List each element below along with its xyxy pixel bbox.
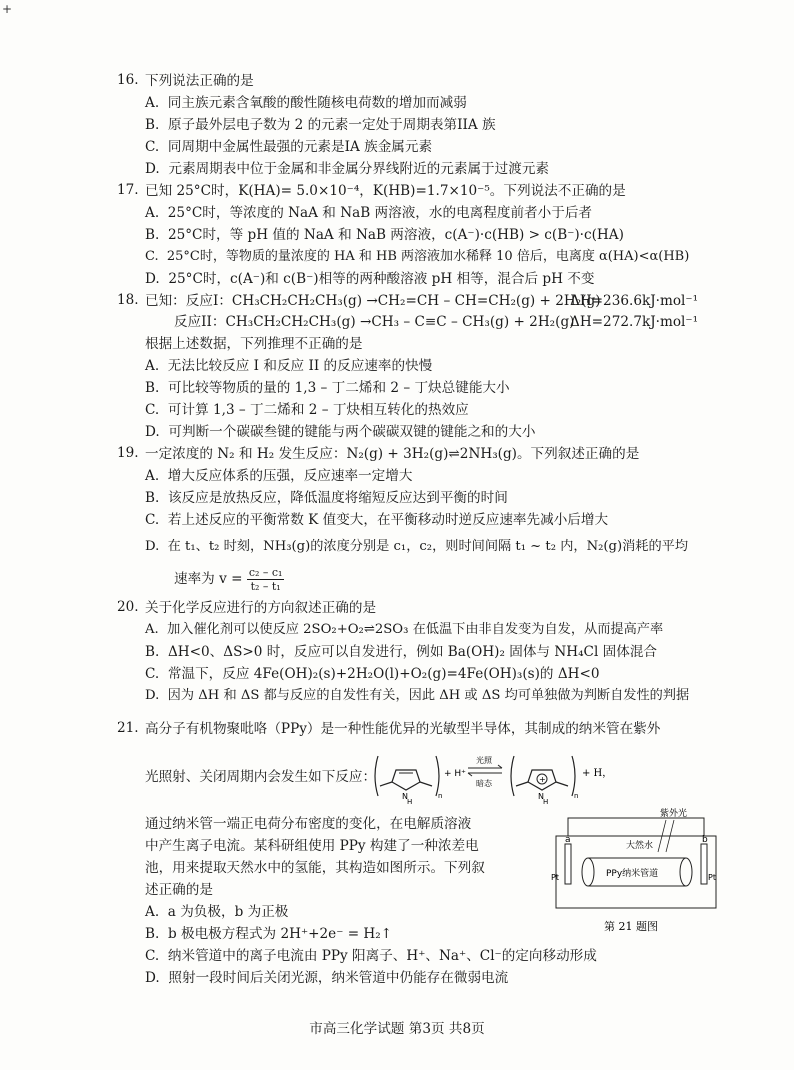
option-b: B. ΔH<0、ΔS>0 时，反应可以自发进行，例如 Ba(OH)₂ 固体与 NH₄Cl 固体混合 bbox=[145, 644, 658, 660]
chain-bond bbox=[380, 782, 392, 786]
question-stem-5: 池，用来提取天然水中的氢能，其构造如图所示。下列叙 bbox=[145, 860, 485, 876]
question-stem: 一定浓度的 N₂ 和 H₂ 发生反应：N₂(g) + 3H₂(g)⇌2NH₃(g)。下列叙述正确的是 bbox=[145, 446, 640, 462]
question-stem: 已知 25°C时，K(HA)= 5.0×10⁻⁴，K(HB)=1.7×10⁻⁵。下列说法不正确的是 bbox=[145, 183, 626, 199]
bracket-right-close bbox=[572, 756, 575, 796]
question-stem-2: 光照射、关闭周期内会发生如下反应： bbox=[145, 769, 377, 785]
bracket-left-close bbox=[436, 756, 439, 796]
reaction-2: 反应II：CH₃CH₂CH₂CH₃(g) →CH₃ – C≡C – CH₃(g) + 2H₂(g) bbox=[174, 314, 575, 330]
option-a: A. 加入催化剂可以使反应 2SO₂+O₂⇌2SO₃ 在低温下由非自发变为自发，从而提高产率 bbox=[145, 622, 664, 637]
dark-label: 暗态 bbox=[476, 779, 492, 788]
option-d: D. 可判断一个碳碳叁键的键能与两个碳碳双键的键能之和的大小 bbox=[145, 424, 536, 440]
fraction-denominator: t₂ – t₁ bbox=[250, 580, 281, 593]
chain-bond bbox=[420, 782, 432, 786]
water-label: 大然水 bbox=[626, 841, 654, 851]
bracket-left-open bbox=[375, 756, 378, 796]
option-b: B. 原子最外层电子数为 2 的元素一定处于周期表第IIA 族 bbox=[145, 117, 496, 133]
option-c: C. 可计算 1,3 – 丁二烯和 2 – 丁炔相互转化的热效应 bbox=[145, 402, 469, 418]
pt-right-label: Pt bbox=[708, 873, 716, 882]
option-b: B. 25°C时，等 pH 值的 NaA 和 NaB 两溶液，c(A⁻)·c(HB) > c(B⁻)·c(HA) bbox=[145, 227, 624, 243]
option-a: A. 无法比较反应 I 和反应 II 的反应速率的快慢 bbox=[145, 358, 433, 374]
question-stem: 关于化学反应进行的方向叙述正确的是 bbox=[145, 600, 377, 616]
option-b: B. 该反应是放热反应，降低温度将缩短反应达到平衡的时间 bbox=[145, 490, 508, 506]
question-number: 16. bbox=[117, 72, 139, 88]
pt-left-label: Pt bbox=[551, 873, 559, 882]
external-wire bbox=[568, 818, 704, 836]
uv-label: 紫外光 bbox=[660, 809, 688, 819]
question-stem-4: 中产生离子电流。某科研组使用 PPy 构建了一种浓差电 bbox=[145, 838, 479, 854]
bracket-right-open bbox=[511, 756, 514, 796]
chain-bond bbox=[556, 782, 568, 786]
option-c: C. 25°C时，等物质的量浓度的 HA 和 HB 两溶液加水稀释 10 倍后，电离度 α(HA)<α(HB) bbox=[145, 249, 690, 264]
option-c: C. 纳米管道中的离子电流由 PPy 阳离子、H⁺、Na⁺、Cl⁻的定向移动形成 bbox=[145, 948, 597, 964]
page-footer: 市高三化学试题 第3页 共8页 bbox=[309, 1021, 485, 1037]
chain-bond bbox=[516, 782, 528, 786]
electrode-a bbox=[565, 844, 571, 884]
option-b: B. 可比较等物质的量的 1,3 – 丁二烯和 2 – 丁炔总键能大小 bbox=[145, 380, 510, 396]
reaction-1: 已知：反应I：CH₃CH₂CH₂CH₃(g) →CH₂=CH – CH=CH₂(g) + 2H₂(g) bbox=[145, 293, 601, 309]
option-b: B. b 极电极方程式为 2H⁺+2e⁻ = H₂↑ bbox=[145, 926, 393, 942]
question-number: 19. bbox=[117, 445, 139, 461]
repeat-n: n bbox=[438, 792, 443, 800]
tube-end-right bbox=[680, 858, 692, 886]
option-c: C. 常温下，反应 4Fe(OH)₂(s)+2H₂O(l)+O₂(g)=4Fe(OH)₃(s)的 ΔH<0 bbox=[145, 666, 600, 682]
option-a: A. 25°C时，等浓度的 NaA 和 NaB 两溶液，水的电离程度前者小于后者 bbox=[145, 205, 593, 221]
enthalpy-1: ΔH=236.6kJ·mol⁻¹ bbox=[570, 293, 699, 309]
figure-caption: 第 21 题图 bbox=[604, 920, 658, 933]
repeat-n: n bbox=[574, 792, 579, 800]
enthalpy-2: ΔH=272.7kJ·mol⁻¹ bbox=[570, 314, 699, 330]
option-d: D. 25°C时，c(A⁻)和 c(B⁻)相等的两种酸溶液 pH 相等，混合后 pH 不变 bbox=[145, 271, 595, 287]
option-a: A. a 为负极，b 为正极 bbox=[145, 904, 289, 920]
option-a: A. 增大反应体系的压强，反应速率一定增大 bbox=[145, 468, 413, 484]
question-number: 20. bbox=[117, 599, 139, 615]
h-atom: H bbox=[543, 798, 549, 804]
rate-label: 速率为 v = bbox=[174, 571, 243, 587]
option-a: A. 同主族元素含氧酸的酸性随核电荷数的增加而减弱 bbox=[145, 95, 467, 111]
option-d: D. 在 t₁、t₂ 时刻，NH₃(g)的浓度分别是 c₁，c₂，则时间间隔 t₁ ~ t₂ 内，N₂(g)消耗的平均 bbox=[145, 539, 689, 554]
charge-plus: + bbox=[539, 775, 546, 784]
tube-label: PPy纳米管道 bbox=[606, 869, 659, 879]
option-c: C. 同周期中金属性最强的元素是IA 族金属元素 bbox=[145, 139, 433, 155]
electrode-b bbox=[701, 844, 707, 884]
h-atom: H bbox=[407, 798, 413, 804]
question-number: 18. bbox=[117, 292, 139, 308]
option-d: D. 因为 ΔH 和 ΔS 都与反应的自发性有关，因此 ΔH 或 ΔS 均可单独做为判断自发性的判据 bbox=[145, 688, 690, 703]
fraction-numerator: c₂ – c₁ bbox=[248, 566, 283, 579]
tube-end-left bbox=[582, 858, 594, 886]
corner-mark: + bbox=[2, 2, 13, 16]
question-number: 21. bbox=[117, 720, 139, 736]
question-stem-3: 通过纳米管一端正电荷分布密度的变化，在电解质溶液 bbox=[145, 816, 472, 832]
light-label: 光照 bbox=[476, 756, 492, 765]
option-d: D. 照射一段时间后关闭光源，纳米管道中仍能存在微弱电流 bbox=[145, 970, 509, 986]
question-stem-6: 述正确的是 bbox=[145, 882, 213, 898]
rate-fraction bbox=[247, 566, 285, 593]
question-stem: 根据上述数据，下列推理不正确的是 bbox=[145, 336, 363, 352]
plus-h: + H⁺ bbox=[444, 769, 466, 779]
question-number: 17. bbox=[117, 182, 139, 198]
plus-h-product: + H， bbox=[582, 768, 612, 779]
question-stem: 下列说法正确的是 bbox=[145, 73, 254, 89]
n-atom: N bbox=[538, 792, 544, 801]
pyrrole-reaction-diagram bbox=[372, 748, 612, 804]
option-d-continued bbox=[174, 566, 284, 593]
electrode-b-label: b bbox=[702, 835, 708, 845]
electrode-a-label: a bbox=[565, 835, 571, 845]
question-stem: 高分子有机物聚吡咯（PPy）是一种性能优异的光敏型半导体，其制成的纳米管在紫外 bbox=[145, 721, 661, 737]
concentration-cell-figure bbox=[548, 808, 726, 936]
n-atom: N bbox=[402, 792, 408, 801]
option-c: C. 若上述反应的平衡常数 K 值变大，在平衡移动时逆反应速率先减小后增大 bbox=[145, 512, 609, 528]
option-d: D. 元素周期表中位于金属和非金属分界线附近的元素属于过渡元素 bbox=[145, 161, 550, 177]
